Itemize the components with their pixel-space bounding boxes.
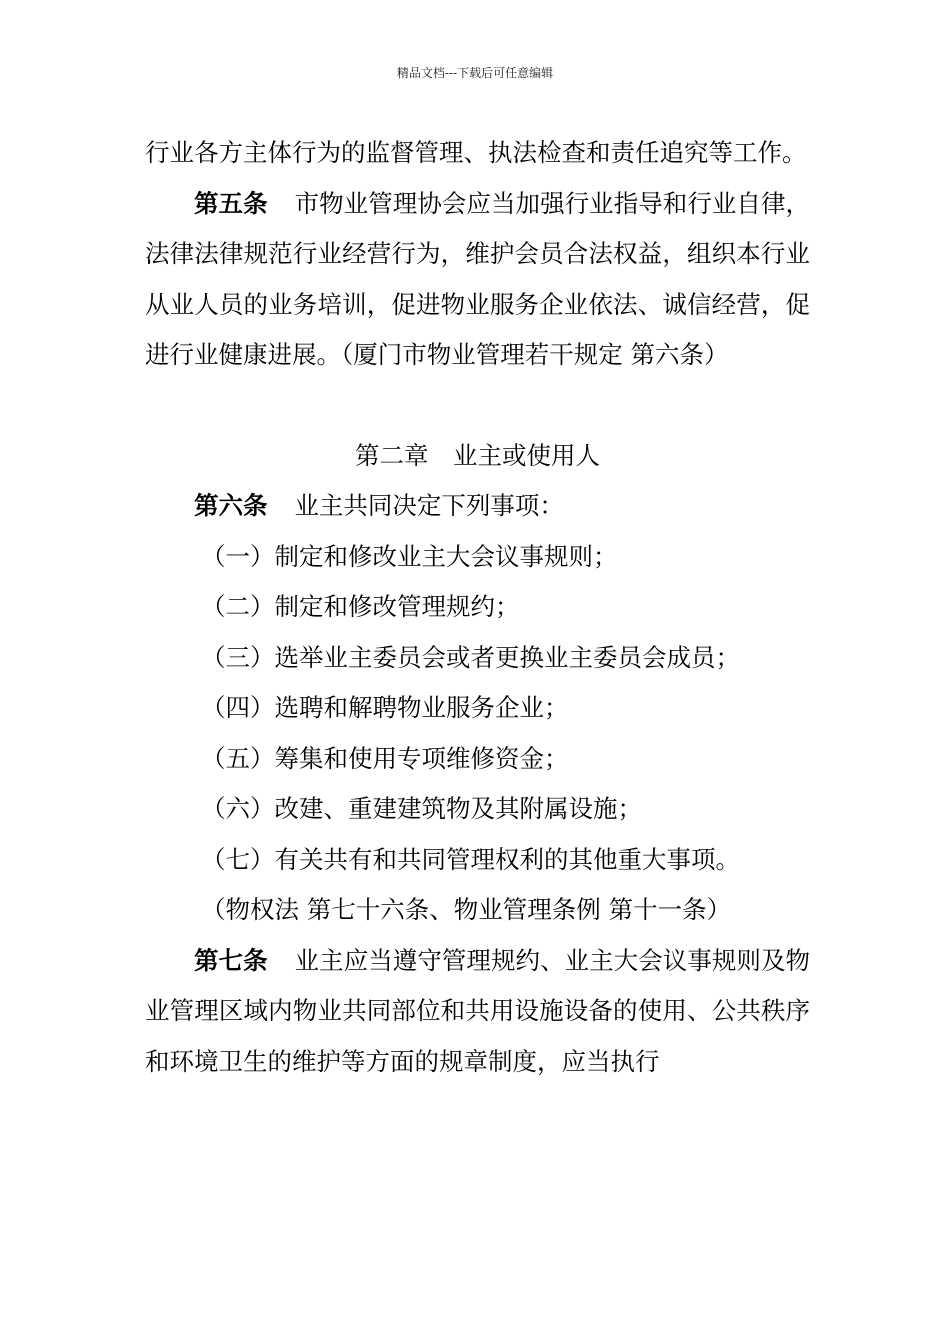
list-item: （三）选举业主委员会或者更换业主委员会成员；: [201, 642, 740, 672]
article-6: [145, 481, 810, 532]
article-7-title: 第七条: [194, 945, 268, 975]
list-item: （四）选聘和解聘物业服务企业；: [201, 693, 569, 722]
paragraph-continuation: 行业各方主体行为的监督管理、执法检查和责任追究等工作。: [145, 138, 807, 167]
list-item: （五）筹集和使用专项维修资金；: [201, 743, 569, 773]
list-item: （七）有关共有和共同管理权利的其他重大事项。: [201, 844, 740, 874]
page-header: 精品文档---下载后可任意编辑: [396, 66, 554, 80]
article-6-title: 第六条: [194, 491, 268, 520]
article-5: [145, 179, 810, 381]
list-item: （一）制定和修改业主大会议事规则；: [201, 541, 618, 571]
list-item: （二）制定和修改管理规约；: [201, 592, 520, 621]
article-6-source: （物权法 第七十六条、物业管理条例 第十一条）: [201, 895, 732, 924]
document-body: [145, 128, 810, 1087]
article-5-title: 第五条: [194, 188, 268, 218]
article-6-text: 业主共同决定下列事项：: [294, 491, 564, 520]
list-item: （六）改建、重建建筑物及其附属设施；: [201, 794, 642, 823]
article-5-text: 市物业管理协会应当加强行业指导和行业自律，法律法律规范行业经营行为，维护会员合法权益，组织本行业从业人员的业务培训，促进物业服务企业依法、诚信经营，促进行业健康进展。（厦门市物业管理若干规定 第六条）: [145, 188, 811, 369]
chapter-title: 第二章 业主或使用人: [355, 440, 600, 470]
article-7-text: 业主应当遵守管理规约、业主大会议事规则及物业管理区域内物业共同部位和共用设施设备的使用、公共秩序和环境卫生的维护等方面的规章制度，应当执行: [145, 945, 811, 1076]
article-7: [145, 936, 810, 1088]
